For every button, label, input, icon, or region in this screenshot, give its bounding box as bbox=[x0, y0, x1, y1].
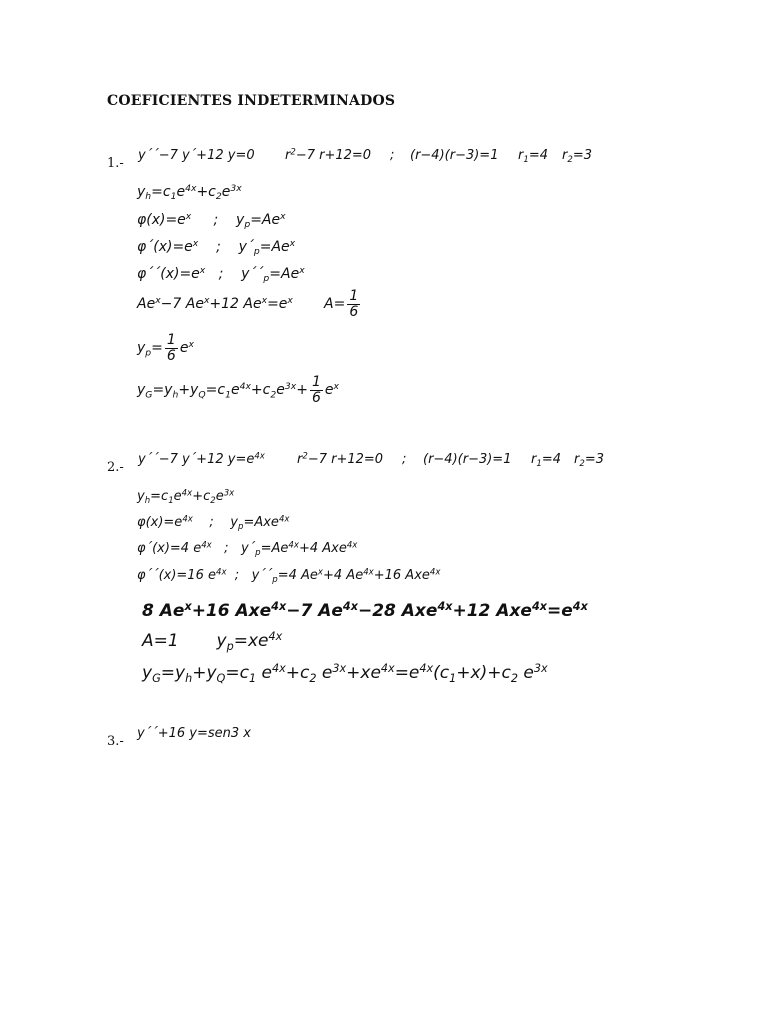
page-title: COEFICIENTES INDETERMINADOS bbox=[107, 93, 396, 109]
problem-1-label: 1.- bbox=[107, 156, 124, 171]
problem-2-root2: $r_2=3$ bbox=[574, 452, 604, 469]
problem-2-step-5: 8 $Ae^x+16$ Axe$^{4x}$−7 $Ae^{4x}-28$ Axe$^{4x}$+12 $Axe^{4x}=e^{4x}$ bbox=[142, 599, 588, 621]
problem-3-equation: y´´+16 y=sen3 x bbox=[137, 726, 251, 741]
problem-1-step-4: $\varphi´´(x)=e^x$ ; $y´´_p=Ae^x$ bbox=[137, 264, 305, 285]
problem-3-label: 3.- bbox=[107, 734, 124, 749]
problem-2-step-7: $y_G=y_h+y_Q=c_1$ $e^{4x}+c_2$ $e^{3x}+xe^{4x}=e^{4x}(c_1+x)+c_2$ $e^{3x}$ bbox=[142, 661, 548, 685]
problem-1-root1: $r_1=4$ bbox=[518, 148, 548, 165]
problem-2-step-2: $\varphi(x)=e^{4x}$ ; $y_p=Axe^{4x}$ bbox=[137, 514, 290, 532]
problem-1-step-5: $Ae^x-7$ $Ae^x+12$ $Ae^x=e^x$ A= $\frac{1}{6}$ bbox=[137, 288, 359, 320]
problem-1-equation: y´´−7 y´+12 y=0 bbox=[138, 148, 255, 163]
problem-1-factored: (r−4)(r−3)=1 bbox=[410, 148, 499, 163]
problem-2-label: 2.- bbox=[107, 460, 124, 475]
problem-2-step-1: $y_h=c_1e^{4x}+c_2e^{3x}$ bbox=[137, 488, 235, 506]
problem-1-step-7: $y_G=y_h+y_Q=c_1e^{4x}+c_2e^{3x}+$ $\frac{1}{6}$ $e^x$ bbox=[137, 374, 339, 406]
problem-1-step-1: $y_h=c_1e^{4x}+c_2e^{3x}$ bbox=[137, 182, 242, 203]
problem-1-separator: ; bbox=[390, 148, 395, 163]
problem-1-root2: $r_2=3$ bbox=[562, 148, 592, 165]
problem-2-factored: (r−4)(r−3)=1 bbox=[423, 452, 512, 467]
problem-1-step-6: $y_p=$ $\frac{1}{6}$ $e^x$ bbox=[137, 332, 194, 364]
problem-2-equation: y´´−7 y´+12 $y=e^{4x}$ bbox=[138, 451, 265, 467]
problem-2-characteristic: $r^2-7$ r+12=0 bbox=[297, 451, 384, 467]
problem-1-characteristic: $r^2-7$ r+12=0 bbox=[285, 147, 372, 163]
problem-2-root1: $r_1=4$ bbox=[531, 452, 561, 469]
problem-1-step-3: $\varphi´(x)=e^x$ ; $y´_p=Ae^x$ bbox=[137, 237, 296, 258]
problem-2-step-6: A=1 $y_p=xe^{4x}$ bbox=[142, 629, 283, 653]
problem-2-separator: ; bbox=[402, 452, 407, 467]
problem-1-step-2: $\varphi(x)=e^x$ ; $y_p=Ae^x$ bbox=[137, 210, 286, 231]
problem-2-step-4: φ´´(x)=16 $e^{4x}$ ; $y´´_p=4$ $Ae^x+4$ $Ae^{4x}+16$ Axe$^{4x}$ bbox=[137, 567, 441, 585]
problem-2-step-3: φ´(x)=4 $e^{4x}$ ; $y´_p=Ae^{4x}+4$ Axe$^{4x}$ bbox=[137, 540, 358, 558]
